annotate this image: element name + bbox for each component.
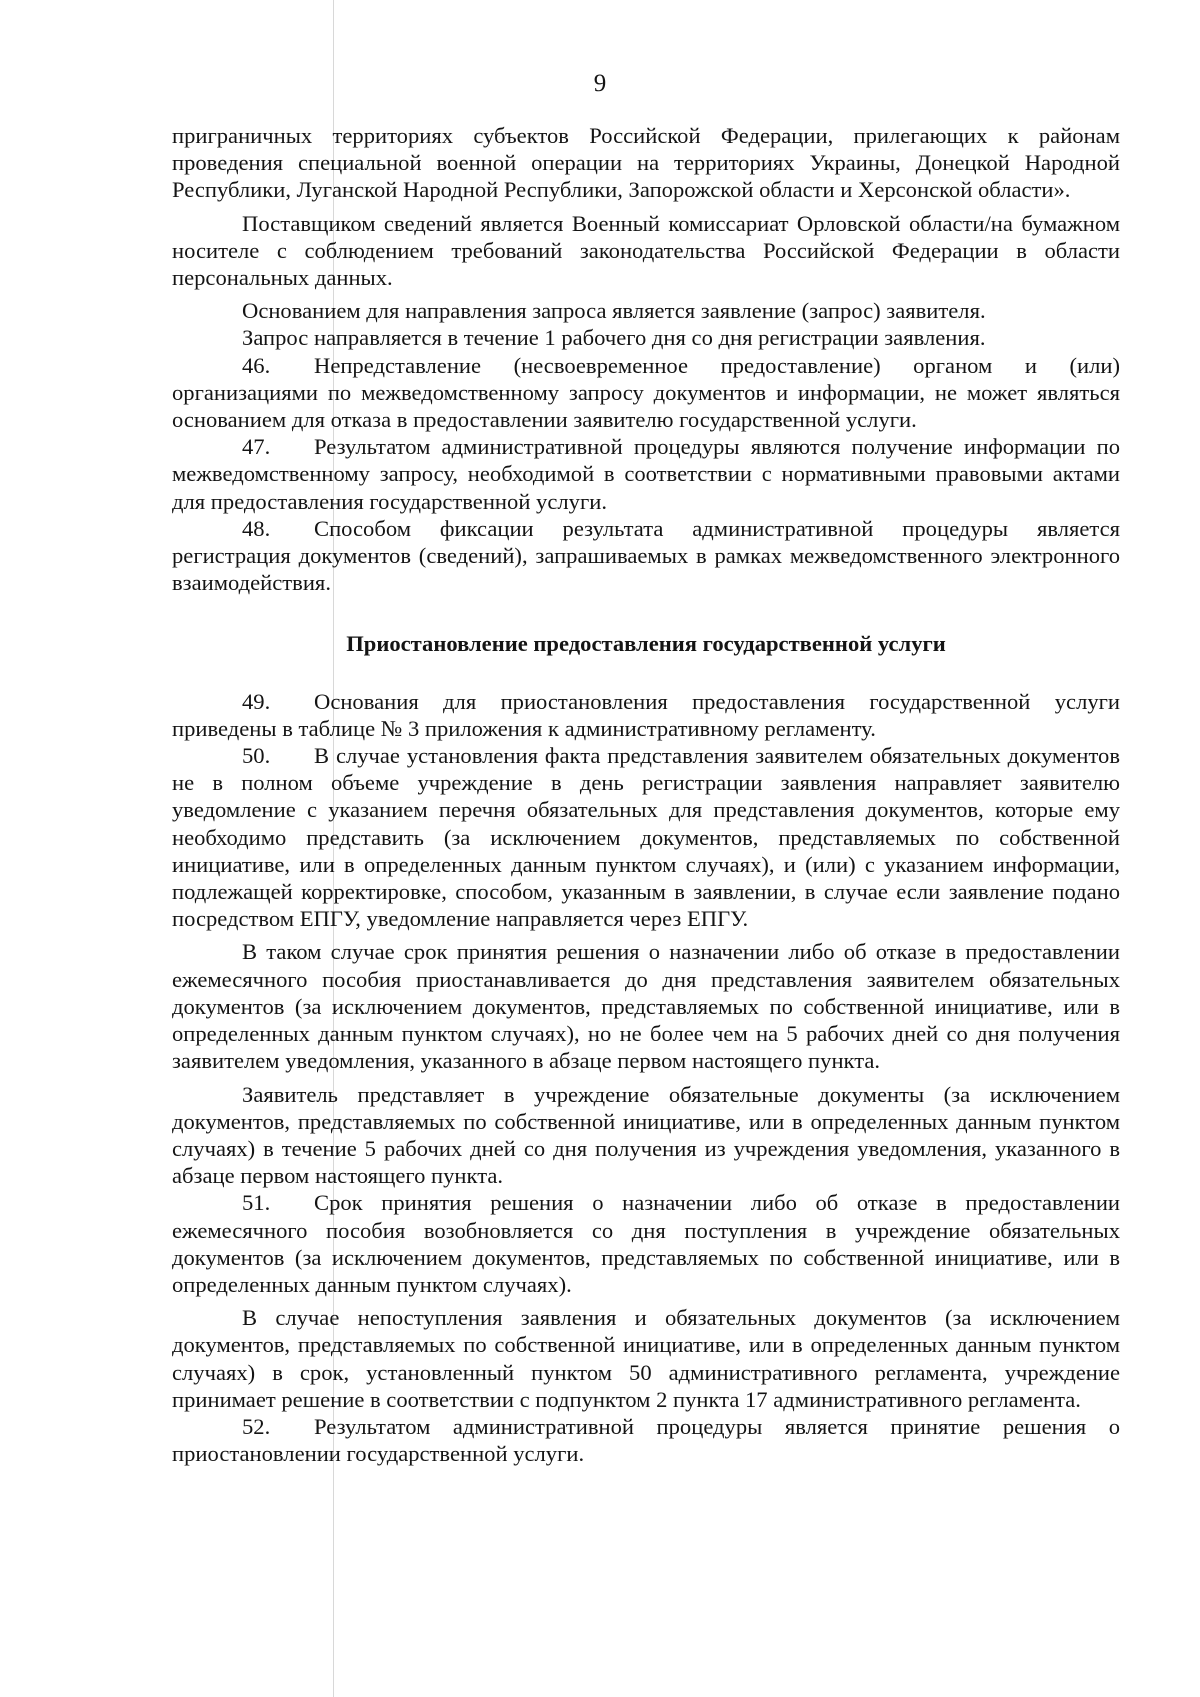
paragraph-number: 47. (242, 434, 271, 460)
numbered-paragraph: 52. Результатом административной процедуры является принятие решения о приостановлении государственной услуги. (172, 1413, 1120, 1467)
paragraph-number: 48. (242, 515, 271, 541)
paragraph-number: 52. (242, 1413, 271, 1439)
paragraph: Запрос направляется в течение 1 рабочего дня со дня регистрации заявления. (242, 325, 986, 351)
section-heading: Приостановление предоставления государственной услуги (346, 631, 946, 657)
numbered-paragraph: 48. Способом фиксации результата административной процедуры является регистрация документов (сведений), запрашиваемых в рамках межведомственного электронного взаимодействия. (172, 515, 1120, 596)
numbered-paragraph: 51. Срок принятия решения о назначении либо об отказе в предоставлении ежемесячного пособия возобновляется со дня поступления в учреждение обязательных документов (за исключением документов, представляемых по собственной инициативе, или в определенных данным пунктом случаях). (172, 1190, 1120, 1297)
paragraph-number: 49. (242, 688, 271, 714)
paragraph-number: 46. (242, 352, 271, 378)
paragraph: Заявитель представляет в учреждение обязательные документы (за исключением документов, представляемых по собственной инициативе, или в определенных данным пунктом случаях) в течение 5 рабочих дней со дня получения из учреждения уведомления, указанного в абзаце первом настоящего пункта. (172, 1081, 1120, 1189)
paragraph: В таком случае срок принятия решения о назначении либо об отказе в предоставлении ежемесячного пособия приостанавливается до дня представления заявителем обязательных документов (за исключением документов, представляемых по собственной инициативе, или в определенных данным пунктом случаях), но не более чем на 5 рабочих дней со дня получения заявителем уведомления, указанного в абзаце первом настоящего пункта. (172, 939, 1120, 1074)
numbered-paragraph: 49. Основания для приостановления предоставления государственной услуги приведены в таблице № 3 приложения к административному регламенту. (172, 688, 1120, 741)
paragraph: Основанием для направления запроса является заявление (запрос) заявителя. (242, 298, 986, 324)
paragraph: приграничных территориях субъектов Российской Федерации, прилегающих к районам проведения специальной военной операции на территориях Украины, Донецкой Народной Республики, Луганской Народной Республики, Запорожской области и Херсонской области». (172, 123, 1120, 203)
document-body (172, 122, 1120, 1467)
numbered-paragraph: 47. Результатом административной процедуры являются получение информации по межведомственному запросу, необходимой в соответствии с нормативными правовыми актами для предоставления государственной услуги. (172, 434, 1120, 514)
paragraph: В случае непоступления заявления и обязательных документов (за исключением документов, представляемых по собственной инициативе, или в определенных данным пунктом случаях) в срок, установленный пунктом 50 административного регламента, учреждение принимает решение в соответствии с подпунктом 2 пункта 17 административного регламента. (172, 1305, 1120, 1412)
numbered-paragraph: 50. В случае установления факта представления заявителем обязательных документов не в полном объеме учреждение в день регистрации заявления направляет заявителю уведомление с указанием перечня обязательных для представления документов, которые ему необходимо представить (за исключением документов, представляемых по собственной инициативе, или в определенных данным пунктом случаях), и (или) с указанием информации, подлежащей корректировке, способом, указанным в заявлении, в случае если заявление подано посредством ЕПГУ, уведомление направляется через ЕПГУ. (172, 743, 1120, 932)
paragraph-number: 51. (242, 1190, 271, 1216)
numbered-paragraph: 46. Непредставление (несвоевременное предоставление) органом и (или) организациями по межведомственному запросу документов и информации, не может являться основанием для отказа в предоставлении заявителю государственной услуги. (172, 352, 1120, 433)
page-number: 9 (593, 70, 607, 97)
paragraph: Поставщиком сведений является Военный комиссариат Орловской области/на бумажном носителе с соблюдением требований законодательства Российской Федерации в области персональных данных. (172, 210, 1120, 291)
paragraph-number: 50. (242, 743, 271, 769)
